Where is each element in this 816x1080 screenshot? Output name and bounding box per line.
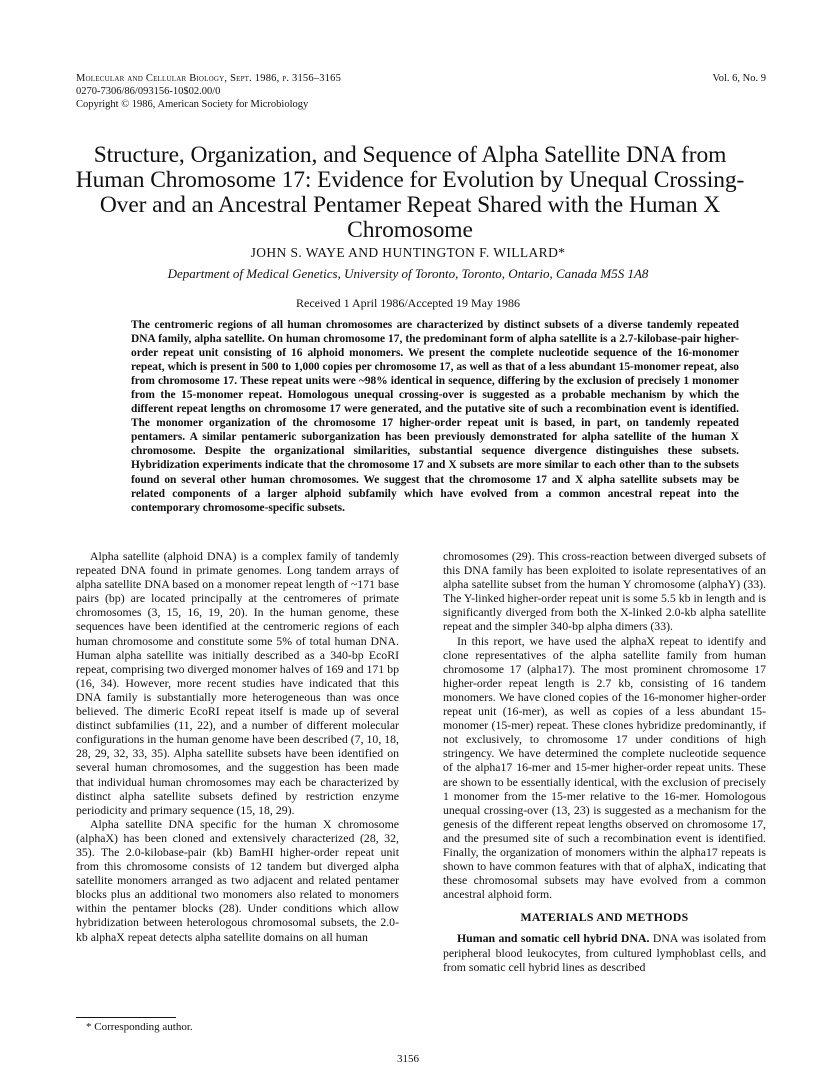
article-title: Structure, Organization, and Sequence of Alpha Satellite DNA from Human Chromosome 17: Evidence for Evolution by Unequal Crossing-Over and an Ancestral Pentamer Repeat Shared with the Human X Chromosome xyxy=(75,142,745,243)
journal-citation: Molecular and Cellular Biology, Sept. 1986, p. 3156–3165 xyxy=(76,73,342,84)
masthead xyxy=(76,72,766,111)
copyright-line: Copyright © 1986, American Society for Microbiology xyxy=(76,99,309,110)
methods-text: DNA was isolated from peripheral blood leukocytes, from cultured lymphoblast cells, and from somatic cell hybrid lines as described xyxy=(443,931,766,974)
footnote: * Corresponding author. xyxy=(86,1021,193,1033)
page-number: 3156 xyxy=(397,1053,419,1065)
abstract: The centromeric regions of all human chromosomes are characterized by distinct subsets of a diverse tandemly repeated DNA family, alpha satellite. On human chromosome 17, the predominant form of alpha satellite is a 2.7-kilobase-pair higher-order repeat unit consisting of 16 alphoid monomers. We present the complete nucleotide sequence of the 16-monomer repeat, which is present in 500 to 1,000 copies per chromosome 17, as well as that of a less abundant 15-monomer repeat, also from chromosome 17. These repeat units were ~98% identical in sequence, differing by the exclusion of precisely 1 monomer from the 15-monomer repeat. Homologous unequal crossing-over is suggested as a probable mechanism by which the different repeat lengths on chromosome 17 were generated, and the putative site of such a recombination event is identified. The monomer organization of the chromosome 17 higher-order repeat unit is based, in part, on tandemly repeated pentamers. A similar pentameric suborganization has been previously demonstrated for alpha satellite of the human X chromosome. Despite the organizational similarities, substantial sequence divergence distinguishes these subsets. Hybridization experiments indicate that the chromosome 17 and X subsets are more similar to each other than to the subsets found on several other human chromosomes. We suggest that the chromosome 17 and X alpha satellite subsets may be related components of a larger alphoid subfamily which have evolved from a common ancestral repeat into the contemporary chromosome-specific subsets. xyxy=(131,319,739,514)
run-in-heading: Human and somatic cell hybrid DNA. xyxy=(457,931,650,946)
intro-paragraph-3: chromosomes (29). This cross-reaction between diverged subsets of this DNA family has been exploited to isolate representatives of an alpha satellite subset from the human Y chromosome (alphaY) (33). The Y-linked higher-order repeat unit is some 5.5 kb in length and is significantly diverged from both the X-linked 2.0-kb alpha satellite repeat and the simpler 340-bp alpha dimers (33). xyxy=(443,549,766,634)
intro-paragraph-4: In this report, we have used the alphaX repeat to identify and clone representatives of the alpha satellite family from human chromosome 17 (alpha17). The most prominent chromosome 17 higher-order repeat length is 2.7 kb, consisting of 16 tandem monomers. We have cloned copies of the 16-monomer higher-order repeat unit (16-mer), as well as copies of a less abundant 15-monomer (15-mer) repeat. These clones hybridize predominantly, if not exclusively, to chromosome 17 under conditions of high stringency. We have determined the complete nucleotide sequence of the alpha17 16-mer and 15-mer higher-order repeat units. These are shown to be essentially identical, with the exclusion of precisely 1 monomer from the 15-mer relative to the 16-mer. Homologous unequal crossing-over (13, 23) is suggested as a mechanism for the genesis of the different repeat lengths observed on chromosome 17, and the presumed site of such a recombination event is identified. Finally, the organization of monomers within the alpha17 repeats is shown to have common features with that of alphaX, indicating that these chromosomal subsets may have evolved from a common ancestral alphoid form. xyxy=(443,633,766,902)
intro-paragraph-2: Alpha satellite DNA specific for the human X chromosome (alphaX) has been cloned and extensively characterized (28, 32, 35). The 2.0-kilobase-pair (kb) BamHI higher-order repeat unit from this chromosome consists of 12 tandem but diverged alpha satellite monomers arranged as two adjacent and related pentamer blocks plus an additional two monomers also related to monomers within the pentamer blocks (28). Under conditions which allow hybridization between heterologous chromosomal subsets, the 2.0-kb alphaX repeat detects alpha satellite domains on all human xyxy=(76,816,399,944)
authors: JOHN S. WAYE AND HUNTINGTON F. WILLARD* xyxy=(250,245,566,260)
left-column xyxy=(76,549,399,944)
section-heading-methods: MATERIALS AND METHODS xyxy=(520,910,689,925)
footnote-divider xyxy=(76,1017,176,1018)
received-dates: Received 1 April 1986/Accepted 19 May 1986 xyxy=(296,296,520,310)
methods-paragraph-1 xyxy=(443,931,766,973)
intro-paragraph-1: Alpha satellite (alphoid DNA) is a complex family of tandemly repeated DNA found in primate genomes. Long tandem arrays of alpha satellite DNA based on a monomer repeat length of ~171 base pairs (bp) are located principally at the centromeres of primate chromosomes (3, 15, 16, 19, 20). In the human genome, these sequences have been identified at the centromeric regions of each human chromosome and constitute some 5% of total human DNA. Human alpha satellite was initially described as a 340-bp EcoRI repeat, comprising two diverged monomer halves of 169 and 171 bp (16, 34). However, more recent studies have indicated that this DNA family is substantially more heterogeneous than was once believed. The dimeric EcoRI repeat itself is made up of several distinct subfamilies (11, 22), and a number of different molecular configurations in the human genome have been described (7, 10, 18, 28, 29, 32, 33, 35). Alpha satellite subsets have been identified on several human chromosomes, and the suggestion has been made that individual human chromosomes may each be characterized by distinct alpha satellite subsets defined by restriction enzyme periodicity and primary sequence (15, 18, 29). xyxy=(76,549,399,817)
affiliation: Department of Medical Genetics, University of Toronto, Toronto, Ontario, Canada M5S 1A8 xyxy=(167,266,649,281)
right-column xyxy=(443,549,766,974)
article-code: 0270-7306/86/093156-10$02.00/0 xyxy=(76,86,221,97)
volume-issue: Vol. 6, No. 9 xyxy=(712,73,766,84)
